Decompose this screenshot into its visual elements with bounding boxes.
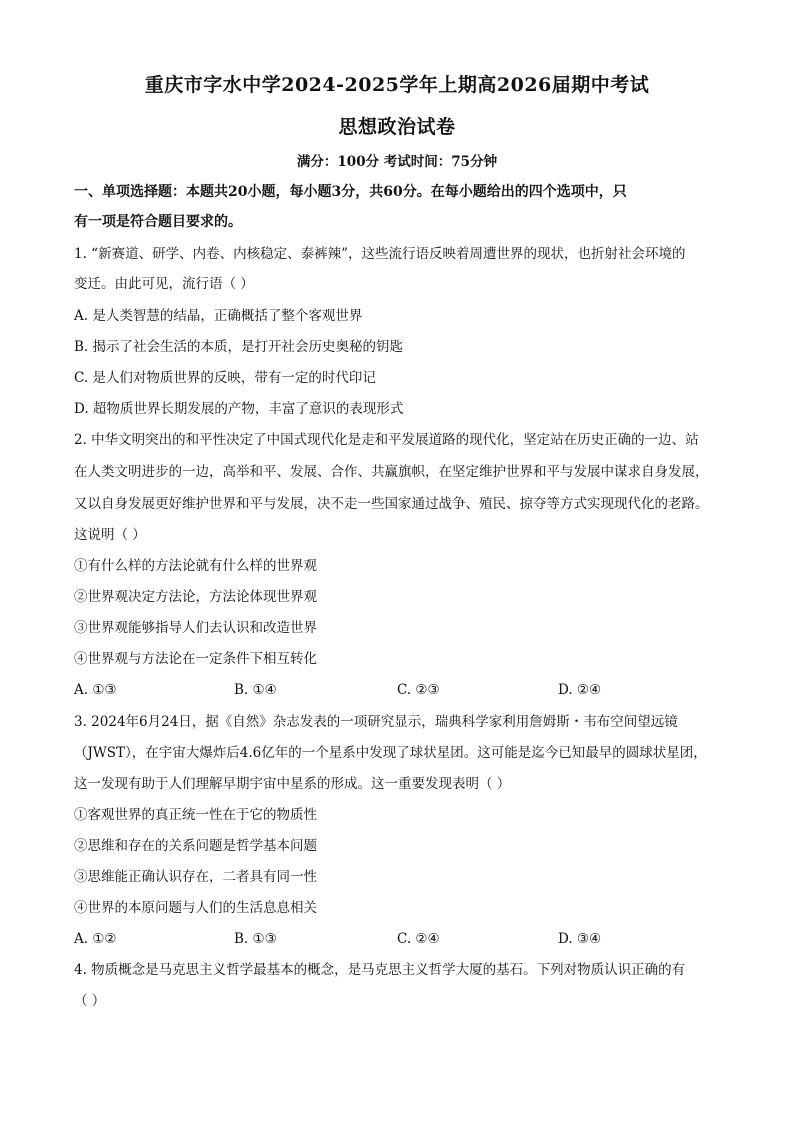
- q2-stem-line2: 在人类文明进步的一边，高举和平、发展、合作、共赢旗帜，在坚定维护世界和平与发展中谋求自身发展，: [74, 464, 709, 480]
- q1-stem-line2: 变迁。由此可见，流行语（ ）: [74, 276, 254, 292]
- q1-option-a: A. 是人类智慧的结晶，正确概括了整个客观世界: [74, 308, 363, 324]
- q2-stem-line3: 又以自身发展更好维护世界和平与发展，决不走一些国家通过战争、殖民、掠夺等方式实现现代化的老路。: [74, 496, 709, 512]
- q3-option-c: C. ②④: [397, 931, 440, 947]
- exam-subject: 思想政治试卷: [338, 116, 456, 138]
- q2-statement-2: ②世界观决定方法论，方法论体现世界观: [74, 589, 317, 605]
- q3-statement-4: ④世界的本原问题与人们的生活息息相关: [74, 900, 317, 916]
- q3-option-b: B. ①③: [234, 931, 277, 947]
- q2-statement-4: ④世界观与方法论在一定条件下相互转化: [74, 651, 317, 667]
- q2-option-a: A. ①③: [74, 682, 117, 698]
- q1-stem-line1: 1. “新赛道、研学、内卷、内核稳定、泰裤辣”，这些流行语反映着周遭世界的现状，也折射社会环境的: [74, 246, 686, 262]
- q4-stem-line2: （ ）: [74, 993, 106, 1009]
- q3-stem-line2: （JWST），在宇宙大爆炸后4.6亿年的一个星系中发现了球状星团。这可能是迄今已知最早的圆球状星团，: [74, 745, 707, 761]
- q3-statement-2: ②思维和存在的关系问题是哲学基本问题: [74, 838, 317, 854]
- q3-options: [74, 929, 734, 949]
- q2-statement-3: ③世界观能够指导人们去认识和改造世界: [74, 620, 317, 636]
- q3-statement-3: ③思维能正确认识存在，二者具有同一性: [74, 869, 317, 885]
- q1-option-d: D. 超物质世界长期发展的产物，丰富了意识的表现形式: [74, 401, 404, 417]
- q2-stem-line4: 这说明（ ）: [74, 527, 146, 543]
- exam-title: 重庆市字水中学2024-2025学年上期高2026届期中考试: [144, 74, 650, 96]
- q1-option-b: B. 揭示了社会生活的本质，是打开社会历史奥秘的钥匙: [74, 339, 404, 355]
- q1-option-c: C. 是人们对物质世界的反映，带有一定的时代印记: [74, 370, 376, 386]
- q3-stem-line3: 这一发现有助于人们理解早期宇宙中星系的形成。这一重要发现表明（ ）: [74, 776, 511, 792]
- q2-options: [74, 680, 734, 700]
- q3-statement-1: ①客观世界的真正统一性在于它的物质性: [74, 807, 317, 823]
- q2-option-d: D. ②④: [558, 682, 602, 698]
- q2-option-c: C. ②③: [397, 682, 440, 698]
- q3-option-a: A. ①②: [74, 931, 117, 947]
- q4-stem-line1: 4. 物质概念是马克思主义哲学最基本的概念，是马克思主义哲学大厦的基石。下列对物质认识正确的有: [74, 962, 686, 978]
- q2-option-b: B. ①④: [234, 682, 277, 698]
- q3-option-d: D. ③④: [558, 931, 602, 947]
- q3-stem-line1: 3. 2024年6月24日，据《自然》杂志发表的一项研究显示，瑞典科学家利用詹姆斯・韦布空间望远镜: [74, 714, 678, 730]
- q2-stem-line1: 2. 中华文明突出的和平性决定了中国式现代化是走和平发展道路的现代化，坚定站在历史正确的一边、站: [74, 432, 699, 448]
- section-heading-line1: 一、单项选择题：本题共20小题，每小题3分，共60分。在每小题给出的四个选项中，只: [74, 184, 627, 200]
- q2-statement-1: ①有什么样的方法论就有什么样的世界观: [74, 558, 317, 574]
- exam-meta: 满分：100分 考试时间：75分钟: [296, 154, 498, 170]
- section-heading-line2: 有一项是符合题目要求的。: [74, 214, 242, 230]
